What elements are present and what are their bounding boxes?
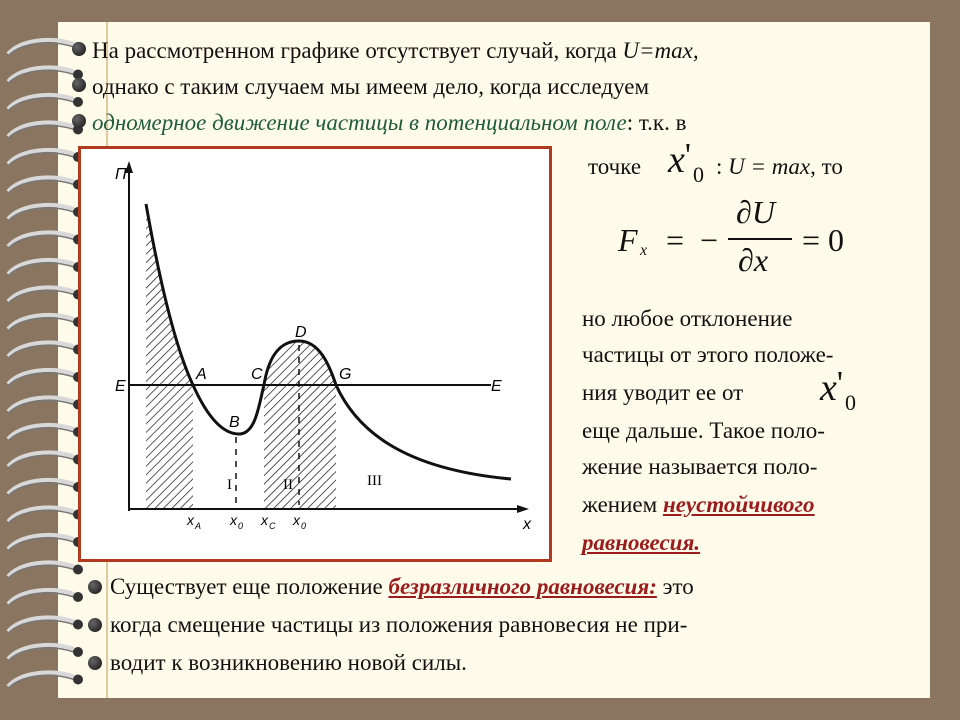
text: : <box>716 154 729 179</box>
paragraph1-line3 <box>92 106 686 140</box>
y-axis-label: П <box>115 166 127 183</box>
tick-sub: 0 <box>301 521 307 531</box>
ring-icon <box>8 370 83 386</box>
text: , то <box>810 154 843 179</box>
region-i-label: I <box>227 477 232 493</box>
x-tick-label-x0-max <box>292 512 306 531</box>
formula-denominator: ∂x <box>738 242 769 278</box>
paragraph1-line4a: точке <box>588 154 642 179</box>
ring-icon <box>8 342 83 358</box>
u-max-text: U=max, <box>622 38 699 63</box>
term-indifferent-equilibrium: безразличного равновесия: <box>388 574 657 599</box>
paragraph3-line2: когда смещение частицы из положения равновесия не при- <box>110 612 688 637</box>
ring-icon <box>8 122 83 138</box>
ring-icon <box>8 205 83 221</box>
bullet-icon <box>88 656 102 670</box>
x-var: x <box>668 139 685 181</box>
potential-energy-graph <box>78 146 552 562</box>
ring-icon <box>8 95 83 111</box>
term-potential-field: одномерное движение частицы в потенциальном поле <box>92 110 627 135</box>
paragraph1-line1 <box>92 34 699 68</box>
tick-var: x <box>230 512 237 528</box>
paragraph1-line4b <box>716 150 843 184</box>
paragraph3-line3: водит к возникновению новой силы. <box>110 650 467 675</box>
term-equilibrium: равновесия. <box>582 530 701 555</box>
paragraph2-line4: еще дальше. Такое поло- <box>582 418 825 443</box>
sub: 0 <box>693 162 705 187</box>
tick-var: x <box>293 512 300 528</box>
x-var: x <box>820 367 837 409</box>
ring-icon <box>8 425 83 441</box>
paragraph3-line1 <box>110 570 694 604</box>
forbidden-region-left <box>146 204 193 509</box>
forbidden-region-middle <box>264 341 336 509</box>
ring-icon <box>8 672 83 688</box>
text: На рассмотренном графике отсутствует случай, когда <box>92 38 623 63</box>
x-axis-arrow-icon <box>517 505 529 513</box>
ring-icon <box>8 232 83 248</box>
formula-eq2: = 0 <box>802 222 845 258</box>
ring-icon <box>8 397 83 413</box>
paragraph2-line2: частицы от этого положе- <box>582 342 834 367</box>
graph-svg <box>81 149 549 559</box>
energy-label-right: E <box>491 378 502 395</box>
ring-icon <box>8 452 83 468</box>
ring-icon <box>8 590 83 606</box>
energy-label-left: E <box>115 378 126 395</box>
ring-icon <box>8 645 83 661</box>
ring-icon <box>8 480 83 496</box>
ring-icon <box>8 562 83 578</box>
text: это <box>656 574 694 599</box>
point-c-label: C <box>251 366 263 383</box>
tick-var: x <box>187 512 194 528</box>
tick-sub: 0 <box>238 521 244 531</box>
formula-minus: − <box>700 222 719 258</box>
formula-numerator: ∂U <box>736 194 775 230</box>
point-a-label: A <box>196 366 207 383</box>
bullet-icon <box>72 42 86 56</box>
paragraph2-line5: жение называется поло- <box>582 454 818 479</box>
bullet-icon <box>72 78 86 92</box>
prime: ' <box>684 137 692 174</box>
region-ii-label: II <box>283 477 293 493</box>
text: Существует еще положение <box>110 574 389 599</box>
ring-icon <box>8 260 83 276</box>
formula-eq1: = <box>666 222 685 258</box>
paragraph1-line2: однако с таким случаем мы имеем дело, когда исследуем <box>92 74 650 99</box>
point-b-label: B <box>229 414 240 431</box>
paragraph2-line1: но любое отклонение <box>582 306 793 331</box>
ring-icon <box>8 617 83 633</box>
ring-icon <box>8 315 83 331</box>
formula-lhs-sub: x <box>640 242 648 259</box>
ring-icon <box>8 507 83 523</box>
tick-sub: A <box>195 521 202 531</box>
point-d-label: D <box>295 324 307 341</box>
text: жением <box>582 492 663 517</box>
ring-icon <box>8 287 83 303</box>
region-iii-label: III <box>367 473 382 489</box>
fraction-bar <box>728 238 792 240</box>
bullet-icon <box>72 114 86 128</box>
point-g-label: G <box>339 366 352 383</box>
x-axis-label: x <box>523 516 531 533</box>
paragraph2-line3: ния уводит ее от <box>582 380 744 405</box>
x0-symbol-1 <box>668 137 705 187</box>
bullet-icon <box>88 618 102 632</box>
tick-sub: C <box>269 521 276 531</box>
x0-symbol-2 <box>820 365 857 415</box>
ring-icon <box>8 150 83 166</box>
text: : т.к. в <box>626 110 687 135</box>
bullet-icon <box>88 580 102 594</box>
prime: ' <box>836 365 844 402</box>
u-max-text: U = max <box>728 154 811 179</box>
x-tick-label-xc <box>260 512 276 531</box>
formula-lhs: F <box>618 222 638 258</box>
paragraph2-line6 <box>582 488 815 522</box>
x-tick-label-xa <box>186 512 201 531</box>
ring-icon <box>8 177 83 193</box>
sub: 0 <box>845 390 857 415</box>
x-tick-label-x0-min <box>229 512 243 531</box>
term-unstable: неустойчивого <box>662 492 815 517</box>
ring-icon <box>8 535 83 551</box>
tick-var: x <box>261 512 268 528</box>
